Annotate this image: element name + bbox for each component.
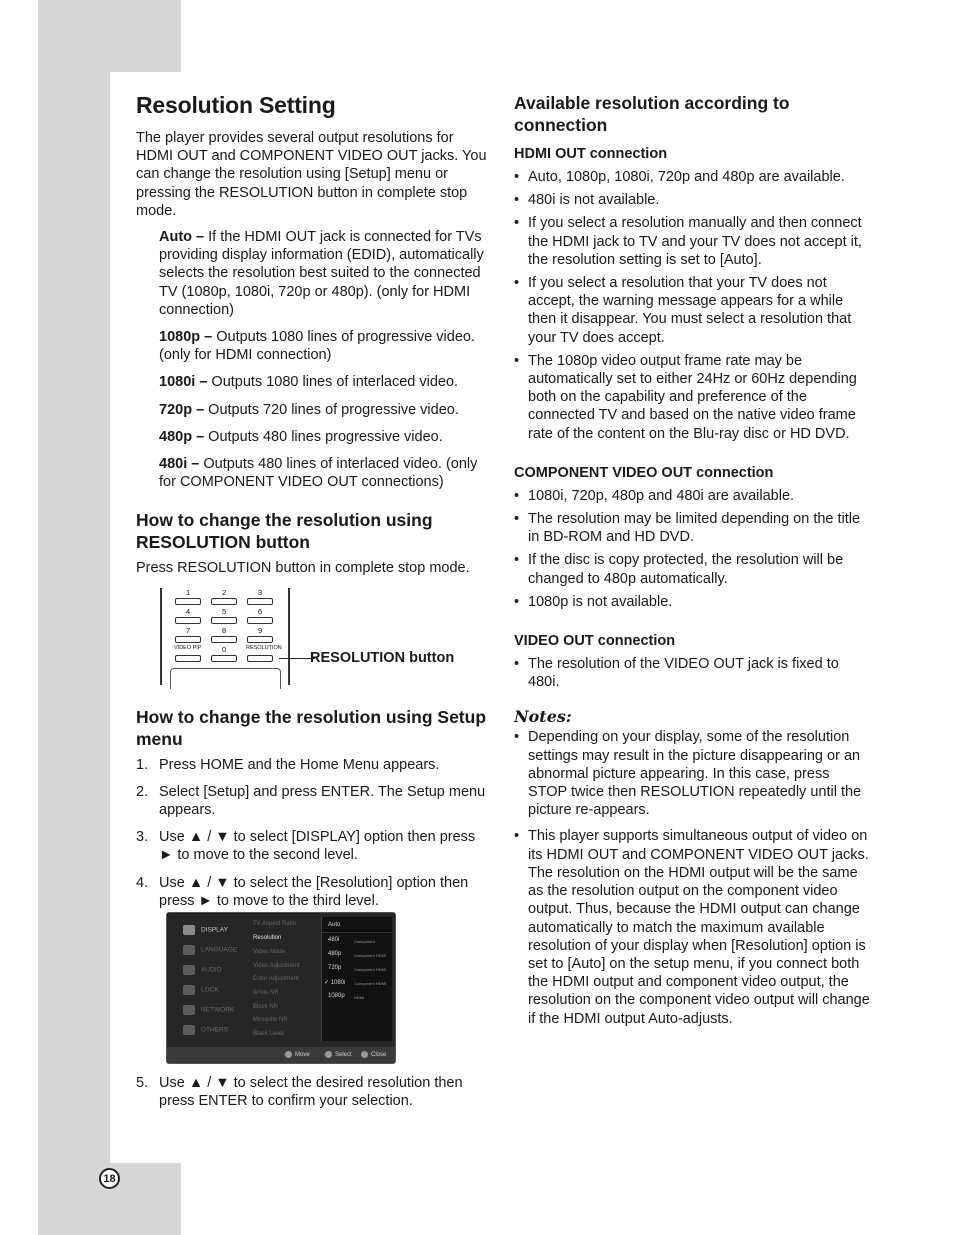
page-margin-top <box>38 0 181 72</box>
component-item-3: • If the disc is copy protected, the resolution will be changed to 480p automatically. <box>514 551 872 587</box>
key-label-9: 9 <box>258 625 263 635</box>
menu-option-color-adjustment: Color Adjustment <box>253 976 299 983</box>
menu-category-others: OTHERS <box>183 1025 228 1035</box>
key-video-pip <box>175 655 201 662</box>
submenu-tag-720p: Component HDMI <box>354 967 387 973</box>
definition-480p: 480p – Outputs 480 lines progressive video. <box>159 428 443 445</box>
menu-category-lock: LOCK <box>183 985 219 995</box>
audio-icon <box>183 965 195 975</box>
step-3: 3. Use ▲ / ▼ to select [DISPLAY] option then press ► to move to the second level. <box>136 829 476 864</box>
definition-720p: 720p – Outputs 720 lines of progressive video. <box>159 401 459 418</box>
key-label-2: 2 <box>222 587 227 597</box>
component-out-list <box>514 487 872 611</box>
hdmi-out-list <box>514 168 872 443</box>
menu-option-video-adjustment: Video Adjustment <box>253 963 300 970</box>
hdmi-out-title: HDMI OUT connection <box>514 146 668 162</box>
submenu-value-720p: 720p <box>328 965 342 972</box>
key-label-resolution: RESOLUTION <box>246 644 282 651</box>
video-out-list <box>514 655 872 691</box>
submenu-tag-1080p: HDMI <box>354 995 365 1001</box>
step-2: 2. Select [Setup] and press ENTER. The Setup menu appears. <box>136 783 486 819</box>
remote-edge-left <box>160 588 162 685</box>
menu-category-audio: AUDIO <box>183 965 222 975</box>
submenu-divider <box>322 932 392 933</box>
resolution-definitions <box>136 228 492 491</box>
resolution-button-callout: RESOLUTION button <box>310 649 455 666</box>
key-6 <box>247 617 273 624</box>
note-item-1: • Depending on your display, some of the resolution settings may result in the picture disappearing or an abnormal picture appearing. In this case, press STOP twice then RESOLUTION repeatedly until the picture re-appears. <box>514 728 872 819</box>
definition-1080i: 1080i – Outputs 1080 lines of interlaced video. <box>159 374 459 391</box>
key-4 <box>175 617 201 624</box>
key-resolution <box>247 655 273 662</box>
heading-resolution-button: How to change the resolution using RESOLUTION button <box>136 510 433 553</box>
footer-close: Close <box>361 1051 386 1058</box>
footer-select: Select <box>325 1051 352 1058</box>
video-item-1: • The resolution of the VIDEO OUT jack is fixed to 480i. <box>514 655 872 691</box>
menu-footer <box>167 1047 395 1063</box>
submenu-tag-480i: Component <box>354 939 375 945</box>
menu-category-language: LANGUAGE <box>183 945 237 955</box>
component-out-title: COMPONENT VIDEO OUT connection <box>514 464 774 481</box>
key-9 <box>247 636 273 643</box>
remote-edge-right <box>288 588 290 685</box>
step-5: 5. Use ▲ / ▼ to select the desired resolution then press ENTER to confirm your selection. <box>136 1075 463 1110</box>
definition-480i: 480i – Outputs 480 lines of interlaced video. (only for COMPONENT VIDEO OUT connections) <box>159 456 478 491</box>
page-number: 18 <box>99 1168 120 1189</box>
menu-option-tv-aspect: TV Aspect Ratio <box>253 921 297 928</box>
submenu-value-480p: 480p <box>328 951 342 958</box>
submenu-value-1080i: ✓ 1080i <box>324 980 346 987</box>
component-item-4: • 1080p is not available. <box>514 593 872 611</box>
others-icon <box>183 1025 195 1035</box>
menu-option-black-level: Black Level <box>253 1031 284 1038</box>
key-label-0: 0 <box>222 644 227 654</box>
display-icon <box>183 925 195 935</box>
hdmi-item-5: • The 1080p video output frame rate may be automatically set to either 24Hz or 60Hz depending both on the capability and preference of the connected TV and based on the native video frame rate of the content on the Blu-ray disc or HD DVD. <box>514 352 872 443</box>
key-8 <box>211 636 237 643</box>
remote-control-figure <box>160 588 500 688</box>
remote-lower-panel <box>170 668 281 689</box>
footer-move: Move <box>285 1051 310 1058</box>
key-5 <box>211 617 237 624</box>
resolution-button-instruction: Press RESOLUTION button in complete stop mode. <box>136 560 470 577</box>
select-icon <box>325 1051 332 1058</box>
key-3 <box>247 598 273 605</box>
close-icon <box>361 1051 368 1058</box>
menu-option-block-nr: Block NR <box>253 1004 279 1011</box>
notes-title: Notes: <box>514 707 572 727</box>
component-item-1: • 1080i, 720p, 480p and 480i are available. <box>514 487 872 505</box>
network-icon <box>183 1005 195 1015</box>
page-title: Resolution Setting <box>136 92 336 118</box>
key-label-8: 8 <box>222 625 227 635</box>
submenu-value-auto: Auto <box>328 922 341 929</box>
key-label-6: 6 <box>258 606 263 616</box>
key-label-video-pip: VIDEO PIP <box>174 644 202 651</box>
notes-list <box>514 728 872 1027</box>
move-icon <box>285 1051 292 1058</box>
key-label-4: 4 <box>186 606 191 616</box>
key-label-7: 7 <box>186 625 191 635</box>
right-column <box>514 92 872 1033</box>
menu-category-display: DISPLAY <box>183 925 228 935</box>
hdmi-item-3: • If you select a resolution manually and then connect the HDMI jack to TV and your TV does not accept it, the resolution setting is set to [Auto]. <box>514 214 872 269</box>
key-2 <box>211 598 237 605</box>
language-icon <box>183 945 195 955</box>
hdmi-item-4: • If you select a resolution that your TV does not accept, the warning message appears for a while then it disappear. You must select a resolution that your TV does accept. <box>514 274 872 347</box>
key-label-3: 3 <box>258 587 263 597</box>
menu-option-mosquito-nr: Mosquito NR <box>253 1017 288 1024</box>
menu-option-white-nr: White NR <box>253 990 279 997</box>
heading-setup-menu: How to change the resolution using Setup menu <box>136 706 487 749</box>
lock-icon <box>183 985 195 995</box>
intro-paragraph: The player provides several output resolutions for HDMI OUT and COMPONENT VIDEO OUT jacks. You can change the resolution using [Setup] menu or pressing the RESOLUTION button in complete stop mode. <box>136 130 487 219</box>
submenu-tag-1080i: Component HDMI <box>354 981 387 987</box>
key-0 <box>211 655 237 662</box>
setup-steps <box>136 756 492 910</box>
menu-option-video-mode: Video Mode <box>253 949 285 956</box>
submenu-value-480i: 480i <box>328 937 340 944</box>
left-column <box>136 92 492 1119</box>
step-4: 4. Use ▲ / ▼ to select the [Resolution] option then press ► to move to the third level. <box>136 874 469 909</box>
key-label-1: 1 <box>186 587 191 597</box>
video-out-title: VIDEO OUT connection <box>514 633 676 650</box>
step-1: 1. Press HOME and the Home Menu appears. <box>136 756 440 773</box>
component-item-2: • The resolution may be limited depending on the title in BD-ROM and HD DVD. <box>514 510 872 546</box>
resolution-submenu <box>321 917 392 1041</box>
heading-available-resolution: Available resolution according to connection <box>514 93 790 135</box>
submenu-tag-480p: Component HDMI <box>354 953 387 959</box>
key-1 <box>175 598 201 605</box>
hdmi-item-1: • Auto, 1080p, 1080i, 720p and 480p are available. <box>514 168 872 186</box>
definition-auto: Auto – If the HDMI OUT jack is connected for TVs providing display information (EDID), automatically selects the resolution best suited to the connected TV (1080p, 1080i, 720p or 480p). (only for HDMI connection) <box>159 229 484 318</box>
setup-menu-screenshot <box>166 912 396 1064</box>
setup-steps-final <box>136 1074 492 1110</box>
menu-category-network: NETWORK <box>183 1005 234 1015</box>
note-item-2: • This player supports simultaneous output of video on its HDMI OUT and COMPONENT VIDEO OUT jacks. The resolution on the HDMI output will be the same as the resolution output on the component video output. Thus, because the HDMI output can change automatically to match the maximum available resolution of your display when [Resolution] option is set to [Auto] on the setup menu, if you connect both the HDMI output and component video output, the resolution on the component video output will change if the HDMI output Auto-adjusts. <box>514 827 872 1027</box>
hdmi-item-2: • 480i is not available. <box>514 191 872 209</box>
key-7 <box>175 636 201 643</box>
page-margin-left <box>38 72 110 1164</box>
definition-1080p: 1080p – Outputs 1080 lines of progressive video. (only for HDMI connection) <box>159 329 475 364</box>
menu-option-resolution: Resolution <box>253 935 282 942</box>
submenu-value-1080p: 1080p <box>328 993 345 1000</box>
key-label-5: 5 <box>222 606 227 616</box>
